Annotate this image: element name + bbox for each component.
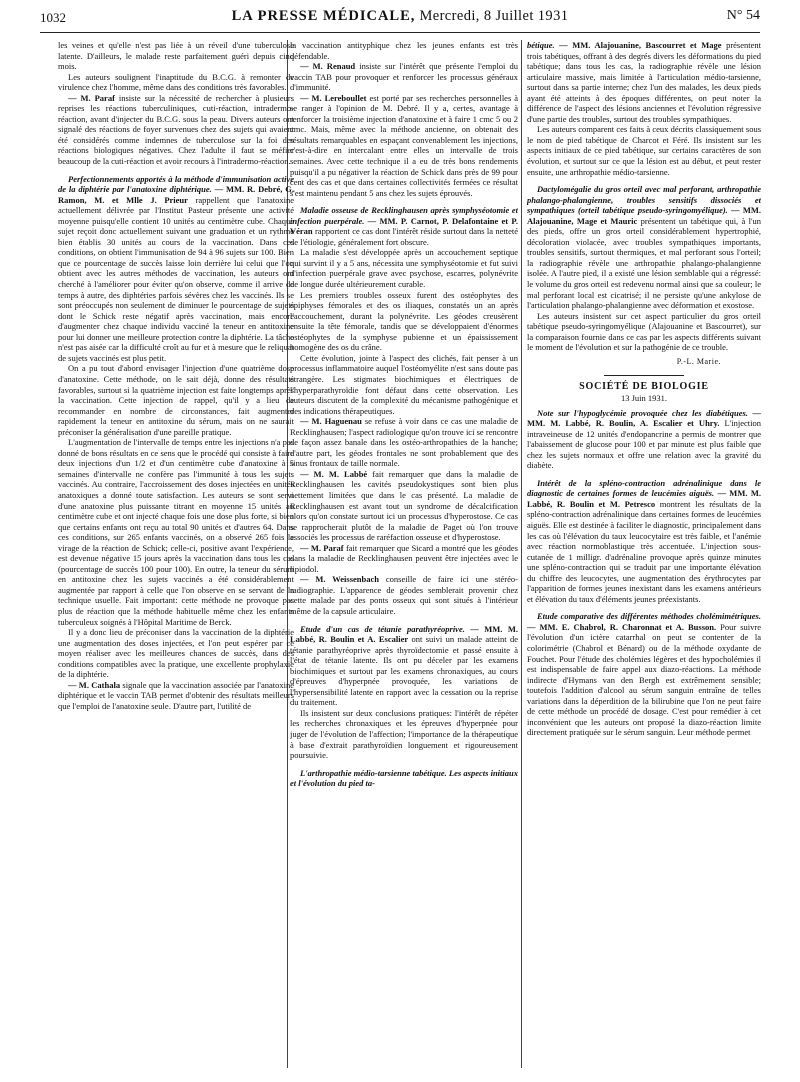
report-authors: — M. Lereboullet bbox=[300, 92, 367, 103]
column-middle bbox=[290, 40, 518, 1076]
column-left bbox=[58, 40, 294, 1076]
paragraph bbox=[290, 290, 518, 353]
report-text: L'injection intraveineuse de 12 unités d'endopancrine a permis de montrer que l'abaissement de glucose pour 100 et par minute est plus faible que chez les sujets normaux et offre une relation avec la gravité du diabète. bbox=[527, 418, 761, 471]
report-authors: — MM. Alajouanine, Mage et Mauric bbox=[527, 205, 761, 226]
report-authors: — M. Cathala bbox=[68, 679, 121, 690]
report-text: Les premiers troubles osseux furent des ostéophytes des épiphyses fémorales et des os iliaques, constatés un an après l'accouchement, durant la polynévrite. Les géodes creusèrent ensuite la tête fémorale, tandis que se développaient d'énormes ostéophytes de la symphyse pubienne et un épaississement homogène des os du crâne. bbox=[290, 289, 518, 353]
paragraph bbox=[290, 247, 518, 289]
paragraph bbox=[58, 437, 294, 627]
paragraph bbox=[290, 708, 518, 761]
report-title: Maladie osseuse de Recklinghausen après symphyséotomie et infection puerpérale. bbox=[290, 205, 518, 226]
report-title: Note sur l'hypoglycémie provoquée chez les diabétiques. bbox=[537, 407, 748, 418]
issue-number: N° 54 bbox=[726, 8, 760, 23]
report-title: Perfectionnements apportés à la méthode d'immunisation active de la diphtérie par l'anatoxine diphtérique. bbox=[58, 173, 294, 195]
running-header bbox=[40, 2, 760, 33]
paragraph bbox=[290, 416, 518, 469]
paragraph bbox=[527, 40, 761, 124]
report-text: Cette évolution, jointe à l'aspect des clichés, fait penser à un processus inflammatoire auquel l'ostéomyélite n'est sans doute pas étrangère. Les stigmates biochimiques et électriques de l'hyperparathyroïdie font défaut dans cette observation. Les auteurs discutent de la complexité du mécanisme pathogénique et des indications thérapeutiques. bbox=[290, 352, 518, 416]
report-text: fait remarquer que Sicard a montré que les géodes dans la maladie de Recklinghausen peuvent être injectées avec le lipiodol. bbox=[290, 542, 518, 574]
column-divider bbox=[521, 40, 522, 1068]
report-text: les veines et qu'elle n'est pas liée à un réveil d'une tuberculose latente. D'ailleurs, le malade reste parfaitement guéri depuis cinq mois. bbox=[58, 40, 294, 72]
section-heading: SOCIÉTÉ DE BIOLOGIE bbox=[579, 381, 709, 393]
report-text: la vaccination antityphique chez les jeunes enfants est très défendable. bbox=[290, 40, 518, 61]
report-authors: — M. Paraf bbox=[300, 542, 344, 553]
session-date: 13 Juin 1931. bbox=[620, 392, 668, 403]
report-authors: — MM. Alajouanine, Bascourret et Mage bbox=[554, 40, 722, 50]
report-text: rapportent ce cas dont l'intérêt réside surtout dans la netteté de l'étiologie, généralement fort obscure. bbox=[290, 226, 518, 247]
report-text: conseille de faire ici une stéréo-radiographie. L'apparence de géodes semblerait provenir chez cette malade par des ponts osseux qui sont situés à l'intérieur même de la capsule articulaire. bbox=[290, 574, 518, 616]
paragraph bbox=[58, 174, 294, 364]
issue-date: Mercredi, 8 Juillet 1931 bbox=[419, 8, 569, 24]
author-signature: P.-L. Marie. bbox=[676, 356, 721, 366]
report-text: signale que la vaccination associée par l'anatoxine diphtérique et le vaccin TAB permet d'obtenir des résultats meilleurs que l'emploi de l'anatoxine seule. D'autre part, l'utilité de bbox=[58, 679, 294, 711]
report-authors: — M. Haguenau bbox=[300, 416, 362, 427]
report-authors: — MM. R. Debré, G. Ramon, M. et Mlle J. Prieur bbox=[58, 184, 294, 205]
paragraph bbox=[58, 40, 294, 72]
report-text: insiste sur l'intérêt que présente l'emploi du vaccin TAB pour provoquer et renforcer les processus généraux d'immunité. bbox=[290, 61, 518, 93]
report-text: On a pu tout d'abord envisager l'injection d'une quatrième dose d'anatoxine. Cette méthode, on le sait déjà, donne des résultats favorables, surtout si la quatrième injection est faite longtemps après la vaccination. Cette injection de rappel, qu'il y a lieu de recommander en nombre de circonstances, fait augmenter rapidement la teneur en antitoxine du sérum, mais on ne saurait préconiser la généralisation d'une pareille pratique. bbox=[58, 363, 294, 437]
paragraph bbox=[527, 311, 761, 353]
report-text: insiste sur la nécessité de rechercher à plusieurs reprises les réactions tuberculiniques, cuti-réaction, intradermo-réaction, avant d'injecter du B.C.G. sous la peau. Divers auteurs ont signalé des réactions de foyer survenues chez des sujets qui avaient été considérés comme indemnes de tuberculose sur la foi des réactions biologiques négatives. Chez l'adulte il faut se méfier beaucoup de la cuti-réaction et avoir recours à l'intradermo-réaction. bbox=[58, 92, 294, 167]
report-authors: — M. Paraf bbox=[68, 92, 115, 103]
paragraph bbox=[527, 408, 761, 471]
report-authors: — MM. M. Labbé, R. Boulin, A. Escalier et Uhry. bbox=[527, 407, 761, 429]
paragraph bbox=[58, 93, 294, 167]
paragraph bbox=[58, 627, 294, 680]
report-text: présentent un tabétique qui, à l'un des pieds, offre un gros orteil considérablement hypertrophié, décoloration violacée, avec troubles sympathiques importants, troubles sensitifs, surtout thermiques, et mal perforant sous l'orteil; la radiographie révèle une arthropathie phalango-phalangienne isolée. A l'autre pied, il a existé une lésion semblable qui a régressé: le volume du gros orteil est redevenu normal ainsi que sa couleur; le mal perforant local est cicatrisé; il ne persiste qu'une ankylose de l'articulation phalango-phalangienne avec déformation et exostose. bbox=[527, 215, 761, 311]
tabes-reports bbox=[527, 40, 761, 353]
report-authors: — M. Weissenbach bbox=[300, 574, 380, 585]
report-authors: — MM. M. Labbé, R. Boulin et M. Petresco bbox=[527, 488, 761, 509]
page-number: 1032 bbox=[40, 10, 66, 25]
report-authors: — MM. M. Labbé, R. Boulin et A. Escalier bbox=[290, 623, 518, 645]
report-text: Ils insistent sur deux conclusions pratiques: l'intérêt de répéter les recherches chronaxiques et les épreuves d'hyperpnée pour juger de l'évolution de l'affection; l'importance de la thérapeutique à base d'extrait parathyroïdien longuement et rigoureusement poursuivie. bbox=[290, 707, 518, 761]
report-text: présentent trois tabétiques, offrant à des degrés divers les déformations du pied tabétique; dans tous les cas, la radiographie révèle une lésion articulaire massive, mais limitée à l'articulation médio-tarsienne, surtout dans sa partie interne; chez l'un des malades, les deux pieds ayant été atteints à des époques différentes, on peut noter la différence de l'aspect des lésions anciennes et l'évolution régressive d'une partie des troubles, surtout des troubles sympathiques. bbox=[527, 40, 761, 124]
column-right bbox=[527, 40, 761, 1076]
report-authors: — M. M. Labbé bbox=[300, 468, 368, 479]
paragraph bbox=[290, 574, 518, 616]
paragraph bbox=[527, 124, 761, 177]
report-text: Il y a donc lieu de préconiser dans la vaccination de la diphtérie une augmentation des doses injectées, et l'on peut espérer par ce moyen réaliser avec les meilleures chances de succès, dans des conditions compatibles avec la pratique, une excellente prophylaxie de la diphtérie. bbox=[58, 627, 294, 680]
report-text: Pour suivre l'évolution d'un ictère catarrhal on peut se contenter de la colorimétrie (Chabrol et Bénard) ou de la méthode oxydante de Fouchet. Pour l'étude des cholémies légères et des hypocholémies il est indispensable de faire appel aux diazo-réactions. La méthode indirecte d'Hymans van den Bergh est extrêmement sensible; toutefois l'addition d'alcool au sérum sanguin entraîne de telles variations dans la déperdition de la bilirubine que l'on ne peut faire de cette méthode un procédé de dosage. C'est pour remédier à cet inconvénient que les auteurs ont proposé la diazo-réaction limite directement pratiquée sur le sérum sanguin. Leur méthode permet bbox=[527, 621, 761, 738]
paragraph bbox=[58, 72, 294, 93]
biology-society-reports bbox=[527, 408, 761, 738]
paragraph bbox=[290, 61, 518, 93]
report-text: fait remarquer que dans la maladie de Recklinghausen les cavités pseudokystiques sont bien plus nettement limitées que dans le cas présenté. La maladie de Recklinghausen est avant tout un syndrome de décalcification alors qu'on constate surtout ici un processus d'hyperostose. Ce cas se rapprocherait plutôt de la maladie de Paget où l'on trouve associés les processus de raréfaction osseuse et d'hyperostose. bbox=[290, 468, 518, 543]
journal-header bbox=[40, 8, 760, 25]
report-authors: — M. Renaud bbox=[300, 61, 356, 72]
report-text: rappellent que l'anatoxine actuellement délivrée par l'Institut Pasteur présente une activité moyenne puisqu'elle contient 10 unités au centimètre cube. Chaque sujet reçoit donc actuellement suivant une graduation et un rythme bien établis 30 unités au cours de la vaccination. Dans ces conditions, on obtient l'immunisation de 94 à 96 sujets sur 100. Bien que ce pourcentage de succès laisse loin derrière lui celui que l'on obtient avec les autres méthodes de vaccination, les auteurs ont cherché à l'améliorer pour éviter qu'on observe, comme il arrive de temps à autre, des diphtéries parfois sévères chez les vaccinés. Ils se sont préoccupés non seulement de diminuer le pourcentage de sujets dont le Schick reste négatif après vaccination, mais encore d'augmenter chez chaque individu vacciné la teneur en antitoxine pour lui donner une meilleure protection contre la diphtérie. La tâche n'est pas aisée car la difficulté croît au fur et à mesure que le reliquat de sujets vaccinés est plus petit. bbox=[58, 194, 294, 363]
report-title: Dactylomégalie du gros orteil avec mal perforant, arthropathie phalango-phalangienne, troubles sensitifs dissociés et sympathiques (orteil tabétique pseudo-syringomyélique). bbox=[527, 184, 761, 216]
report-title: Etude comparative des différentes méthodes cholémimétriques. bbox=[537, 611, 761, 622]
paragraph bbox=[290, 40, 518, 61]
report-title: Intérêt de la spléno-contraction adrénalinique dans le diagnostic de certaines formes de leucémies aiguës. bbox=[527, 477, 761, 499]
report-text: La maladie s'est développée après un accouchement septique qui survint il y a 5 ans, nécessita une symphyséotomie et fut suivi d'infection puerpérale grave avec psychose, escarres, polynévrite de longue durée ultérieurement curable. bbox=[290, 247, 518, 290]
paragraph bbox=[290, 205, 518, 247]
paragraph bbox=[290, 469, 518, 543]
report-text: Les auteurs soulignent l'inaptitude du B.C.G. à remonter de virulence chez l'homme, même dans des conditions très favorables. bbox=[58, 71, 294, 93]
paragraph bbox=[290, 768, 518, 789]
report-text: Les auteurs comparent ces faits à ceux décrits classiquement sous le nom de pied tabétique de Charcot et Féré. Ils insistent sur les aspects initiaux de ce pied tabétique, sur certains caractères de son évolution, et surtout sur ce que la lésion est au début, et peut rester ensuite, une arthropathie médio-tarsienne. bbox=[527, 124, 761, 177]
report-text: Les auteurs insistent sur cet aspect particulier du gros orteil tabétique pseudo-syringomyélique (Alajouanine et Bascourret), sur la comparaison fournie dans ce cas par les aspects différents suivant le moment de l'évolution et sur la pathogénie de ce trouble. bbox=[527, 310, 761, 353]
paragraph bbox=[58, 363, 294, 437]
report-title: L'arthropathie médio-tarsienne tabétique. Les aspects initiaux et l'évolution du pied ta- bbox=[290, 767, 518, 789]
report-text: L'augmentation de l'intervalle de temps entre les injections n'a pas donné de bons résultats en ce sens que le procédé qui consiste à faire deux injections d'un 1/2 et d'un centimètre cube d'anatoxine à 5 semaines d'intervalle ne confère pas l'immunité à tous les sujets vaccinés. Au contraire, l'accroissement des doses injectées en unités anatoxiques a donné toute satisfaction. Les auteurs se sont servi d'une anatoxine plus puissante titrant en moyenne 15 unités au centimètre cube et ont injecté chaque fois une dose plus forte, si bien que certains enfants ont reçu au total 90 unités et d'autres 64. Dans ces conditions, sur 265 enfants vaccinés, on a observé 265 fois le virage de la réaction de Schick; celle-ci, positive avant l'expérience, est devenue négative 15 jours après la vaccination dans tous les cas (pourcentage de succès 100 pour 100). En outre, la teneur du sérum en antitoxine chez les sujets vaccinés a été considérablement augmentée par rapport à celle que l'on observe en se servant de la technique usuelle. Fait important: cette méthode ne provoque pas plus de réaction que la méthode habituelle même chez les enfants tuberculeux soignés à l'Hôpital Maritime de Berck. bbox=[58, 437, 294, 627]
journal-name: LA PRESSE MÉDICALE, bbox=[231, 8, 416, 24]
section-divider bbox=[604, 375, 684, 376]
paragraph bbox=[58, 680, 294, 712]
paragraph bbox=[527, 478, 761, 605]
report-authors: — MM. P. Carnot, P. Delafontaine et P. Véran bbox=[290, 215, 518, 237]
paragraph bbox=[527, 184, 761, 311]
report-title: Etude d'un cas de tétanie parathyréoprive. bbox=[300, 623, 465, 634]
report-title: bétique. bbox=[527, 40, 555, 50]
paragraph bbox=[527, 611, 761, 738]
paragraph bbox=[290, 93, 518, 198]
paragraph bbox=[290, 353, 518, 416]
report-text: se refuse à voir dans ce cas une maladie de Recklinghausen; l'aspect radiologique qu'on trouve ici se rencontre de façon assez banale dans les ostéo-arthropathies de la hanche; d'autre part, les géodes frontales ne sont probablement que des sinus frontaux de taille normale. bbox=[290, 416, 518, 469]
paragraph bbox=[290, 543, 518, 575]
report-text: ont suivi un malade atteint de tétanie parathyréoprive après thyroïdectomie et passé ensuite à l'état de tétanie latente. Ils ont pu déceler par les examens biochimiques et surtout par les examens chronaxiques, au cours d'épreuves d'hyperpnée provoquée, les variations de l'hypersensibilité latente en rapport avec la cessation ou la reprise du traitement. bbox=[290, 634, 518, 708]
report-text: montrent les résultats de la spléno-contraction adrénalinique dans certaines formes de leucémies aiguës. Elle est destinée à faciliter le diagnostic, principalement dans les cas où l'élévation du taux leucocytaire est très faible, et l'anémie avec réaction normoblastique très accentuée. L'injection sous-cutanée de 1 milligr. d'adrénaline provoque après quinze minutes une spléno-contraction qui se traduit par une importante élévation du chiffre des leucocytes, une augmentation des érythrocytes par l'apparition de formes jeunes inexistant dans les examens antérieurs et élévation du taux d'éléments jeunes préexistants. bbox=[527, 498, 761, 604]
report-text: est porté par ses recherches personnelles à se ranger à l'opinion de M. Debré. Il y a, certes, avantage à renforcer la troisième injection d'anatoxine et à faire 1 cmc 5 ou 2 cmc. Mais, même avec la méthode ancienne, on obtenait des résultats remarquables en espaçant convenablement les injections, c'est-à-dire en intercalant entre elles un intervalle de trois semaines. Avec cette technique il a eu de très bons rendements puisqu'il a pu négativer la réaction de Schick dans près de 99 pour cent des cas et que dans certaines collectivités fermées ce résultat s'est maintenu pendant 5 ans chez les sujets éprouvés. bbox=[290, 92, 518, 198]
paragraph bbox=[290, 624, 518, 708]
report-authors: — MM. E. Chabrol, R. Charonnat et A. Busson. bbox=[527, 621, 717, 632]
